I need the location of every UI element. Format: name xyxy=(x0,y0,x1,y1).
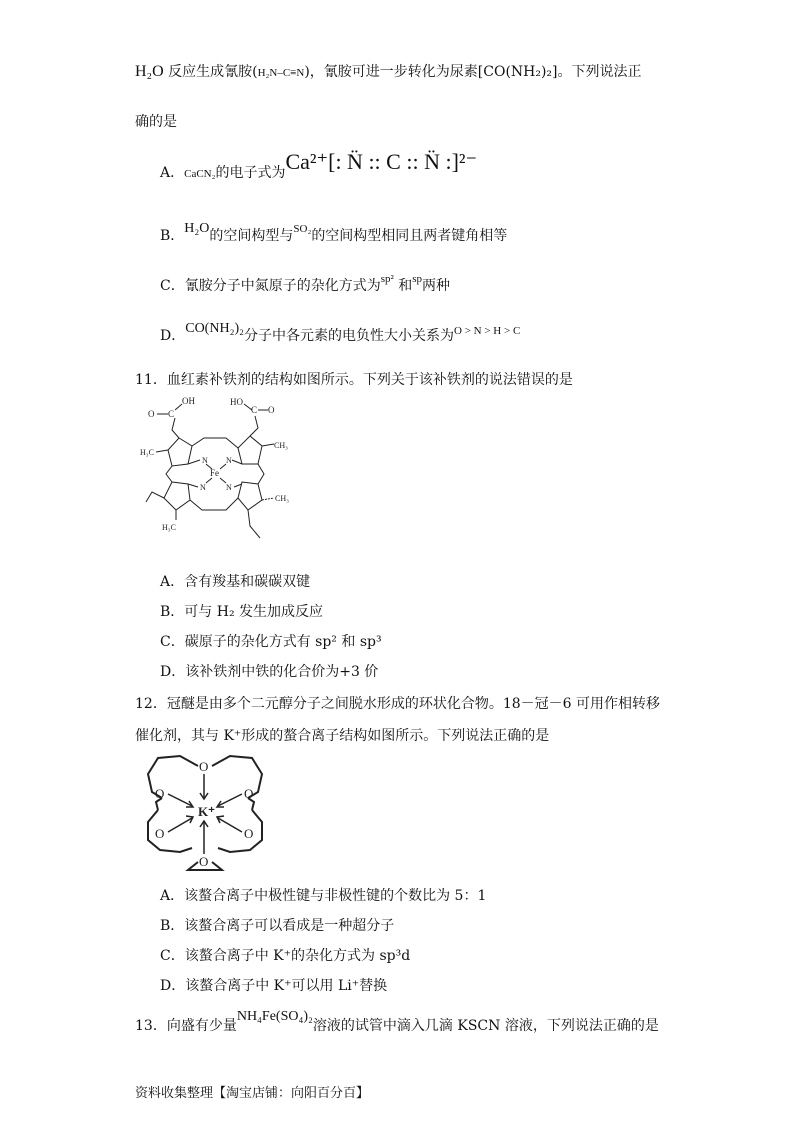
svg-text:O: O xyxy=(155,786,165,801)
h2o-formula: H₂O xyxy=(135,63,164,80)
svg-text:H₃C: H₃C xyxy=(162,523,176,532)
crown-ether-figure xyxy=(140,752,270,874)
q10-intro-line xyxy=(135,62,642,83)
q10-intro-text-b: )，氰胺可进一步转化为尿素[CO(NH₂)₂]。下列说法正 xyxy=(304,64,642,80)
svg-text:CH₃: CH₃ xyxy=(274,441,288,450)
svg-text:N: N xyxy=(226,483,232,492)
q10-option-a xyxy=(160,149,478,184)
electron-formula: Ca²⁺[: N̈ :: C :: N̈ :]²⁻ xyxy=(285,149,478,174)
q11-option-a: A．含有羧基和碳碳双键 xyxy=(160,574,311,590)
q12-stem-line-1: 12．冠醚是由多个二元醇分子之间脱水形成的环状化合物。18－冠－6 可用作相转移 xyxy=(135,696,660,712)
q11-option-d: D．该补铁剂中铁的化合价为+3 价 xyxy=(160,664,379,680)
q12-option-a: A．该螯合离子中极性键与非极性键的个数比为 5：1 xyxy=(160,888,487,904)
option-label: B． xyxy=(160,228,185,244)
svg-text:C: C xyxy=(251,405,258,415)
svg-text:O: O xyxy=(199,759,209,774)
option-a-text: 的电子式为 xyxy=(215,165,286,181)
svg-text:O: O xyxy=(244,826,254,841)
svg-text:OH: OH xyxy=(182,396,195,406)
q13-text: 溶液的试管中滴入几滴 KSCN 溶液，下列说法正确的是 xyxy=(312,1018,659,1034)
svg-text:Fe: Fe xyxy=(210,468,219,478)
electronegativity-relation: O > N > H > C xyxy=(454,325,521,337)
svg-text:O: O xyxy=(244,786,254,801)
svg-text:K⁺: K⁺ xyxy=(198,804,215,819)
svg-text:N: N xyxy=(200,483,206,492)
sp-label: sp xyxy=(412,273,423,285)
q12-option-d: D．该螯合离子中 K⁺可以用 Li⁺替换 xyxy=(160,978,388,994)
q12-stem-line-2: 催化剂，其与 K⁺形成的螯合离子结构如图所示。下列说法正确的是 xyxy=(135,728,550,744)
svg-text:HO: HO xyxy=(230,397,243,407)
q10-option-c xyxy=(160,273,451,297)
q13-number: 13．向盛有少量 xyxy=(135,1018,237,1034)
option-b-text-a: 的空间构型与 xyxy=(209,228,294,244)
svg-text:N: N xyxy=(202,456,208,465)
svg-text:C: C xyxy=(168,409,175,419)
cyanamide-formula: H₂N–C≡N xyxy=(257,67,305,79)
q11-option-c: C．碳原子的杂化方式有 sp² 和 sp³ xyxy=(160,634,382,650)
option-c-and: 和 xyxy=(398,278,413,294)
q11-option-b: B．可与 H₂ 发生加成反应 xyxy=(160,604,324,620)
q10-option-d xyxy=(160,321,521,347)
sp2-label: sp² xyxy=(380,273,394,285)
q13-stem xyxy=(135,1009,659,1037)
q10-intro-text-a: 反应生成氰胺( xyxy=(168,64,258,80)
cacn2-formula: CaCN₂ xyxy=(184,168,216,180)
q12-option-c: C．该螯合离子中 K⁺的杂化方式为 sp³d xyxy=(160,948,411,964)
option-c-text-a: 氰胺分子中氮原子的杂化方式为 xyxy=(184,278,381,294)
urea-formula: CO(NH₂)₂ xyxy=(185,321,244,336)
svg-text:O: O xyxy=(155,826,165,841)
heme-structure-figure xyxy=(132,392,307,547)
option-label: D． xyxy=(160,328,186,344)
svg-text:H₃C: H₃C xyxy=(140,448,154,457)
svg-text:O: O xyxy=(148,409,155,419)
ammonium-iron-sulfate-formula: NH₄Fe(SO₄)₂ xyxy=(236,1009,313,1024)
option-d-text: 分子中各元素的电负性大小关系为 xyxy=(244,328,454,344)
q11-stem: 11．血红素补铁剂的结构如图所示。下列关于该补铁剂的说法错误的是 xyxy=(135,372,573,388)
option-c-text-b: 两种 xyxy=(422,278,451,294)
svg-text:N: N xyxy=(226,456,232,465)
svg-text:CH₃: CH₃ xyxy=(275,494,289,503)
so2-formula: SO₂ xyxy=(293,223,312,235)
option-b-text-b: 的空间构型相同且两者键角相等 xyxy=(311,228,508,244)
svg-text:O: O xyxy=(268,405,275,415)
q10-intro-line-2: 确的是 xyxy=(135,114,177,130)
svg-text:O: O xyxy=(199,854,209,869)
option-label: A． xyxy=(160,165,185,181)
option-label: C． xyxy=(160,278,185,294)
q10-option-b xyxy=(160,221,508,247)
q12-option-b: B．该螯合离子可以看成是一种超分子 xyxy=(160,918,395,934)
page-footer: 资料收集整理【淘宝店铺：向阳百分百】 xyxy=(135,1086,370,1101)
h2o-formula: H₂O xyxy=(184,221,210,236)
